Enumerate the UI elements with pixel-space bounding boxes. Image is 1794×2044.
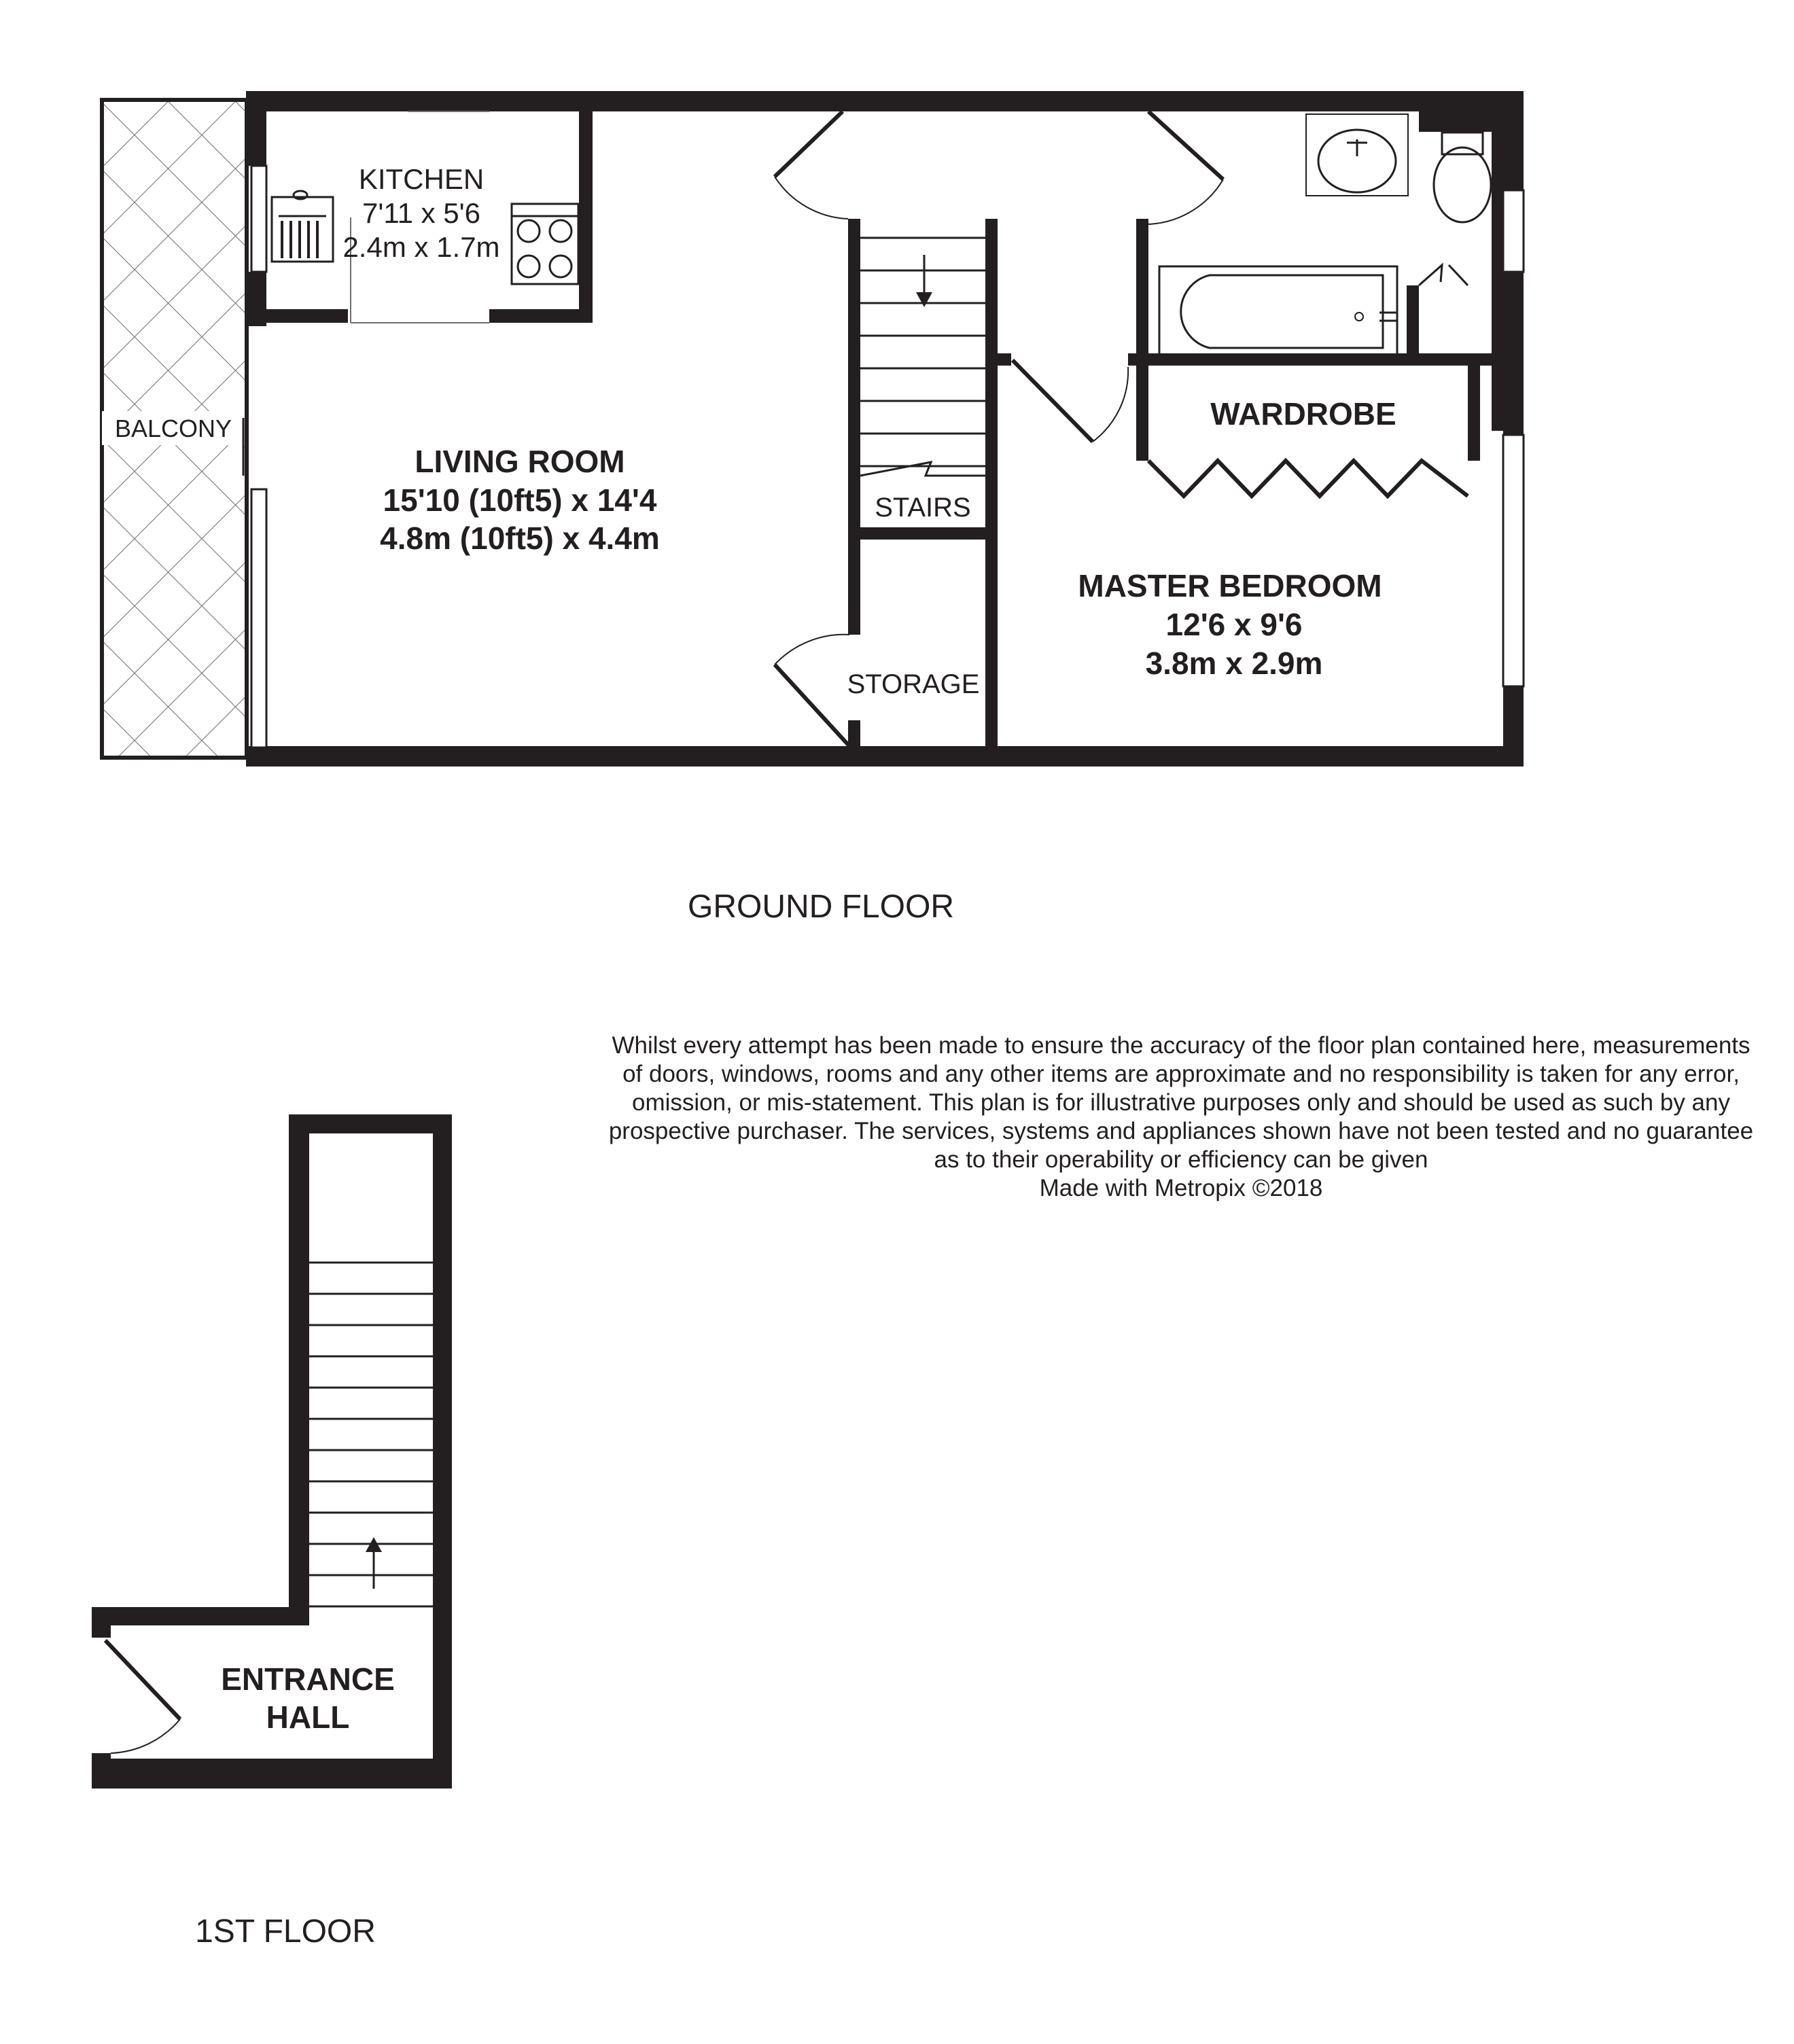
master-bedroom-name: MASTER BEDROOM	[1078, 568, 1382, 603]
hob-icon	[512, 204, 578, 284]
first-floor-title: 1ST FLOOR	[195, 1914, 376, 1950]
wardrobe-doors-icon	[1148, 461, 1468, 496]
disclaimer-line: as to their operability or efficiency can be given	[934, 1146, 1428, 1173]
washbasin-icon	[1306, 114, 1408, 196]
kitchen-imperial: 7'11 x 5'6	[362, 197, 481, 229]
living-room-name: LIVING ROOM	[415, 444, 625, 479]
disclaimer	[609, 1032, 1753, 1201]
sink-icon	[279, 191, 326, 258]
disclaimer-credit: Made with Metropix ©2018	[1039, 1175, 1323, 1201]
entrance-hall-line2: HALL	[266, 1699, 350, 1735]
storage-label: STORAGE	[847, 669, 980, 699]
entrance-hall-line1: ENTRANCE	[221, 1661, 395, 1697]
wardrobe-label: WARDROBE	[1210, 396, 1396, 431]
stairs-label: STAIRS	[875, 493, 971, 523]
staircase	[309, 1263, 433, 1606]
entrance-door	[105, 1640, 180, 1753]
ground-floor-plan	[102, 91, 1524, 925]
bedroom-bathroom	[998, 111, 1503, 496]
balcony-label: BALCONY	[114, 415, 232, 442]
bathroom-door-icon	[1419, 265, 1468, 285]
living-room-imperial: 15'10 (10ft5) x 14'4	[383, 482, 657, 518]
kitchen-metric: 2.4m x 1.7m	[342, 231, 500, 263]
disclaimer-line: prospective purchaser. The services, systems and appliances shown have not been tested and no guarantee	[608, 1118, 1754, 1144]
disclaimer-line: Whilst every attempt has been made to ensure the accuracy of the floor plan contained here, measurements	[612, 1032, 1751, 1059]
ground-floor-title: GROUND FLOOR	[687, 889, 955, 925]
toilet-icon	[1434, 133, 1491, 222]
arrow-down-icon	[916, 255, 932, 307]
stairwell	[775, 219, 998, 747]
living-room-metric: 4.8m (10ft5) x 4.4m	[380, 521, 660, 556]
master-bedroom-metric: 3.8m x 2.9m	[1145, 646, 1323, 681]
kitchen-name: KITCHEN	[358, 163, 485, 195]
disclaimer-line: of doors, windows, rooms and any other items are approximate and no responsibility is taken for any error,	[622, 1061, 1740, 1087]
disclaimer-line: omission, or mis-statement. This plan is for illustrative purposes only and should be used as such by any	[632, 1089, 1730, 1116]
bath-icon	[1159, 266, 1397, 358]
first-floor-plan	[92, 1114, 452, 1950]
master-bedroom-imperial: 12'6 x 9'6	[1165, 607, 1303, 642]
hallway-doors	[775, 111, 1223, 224]
